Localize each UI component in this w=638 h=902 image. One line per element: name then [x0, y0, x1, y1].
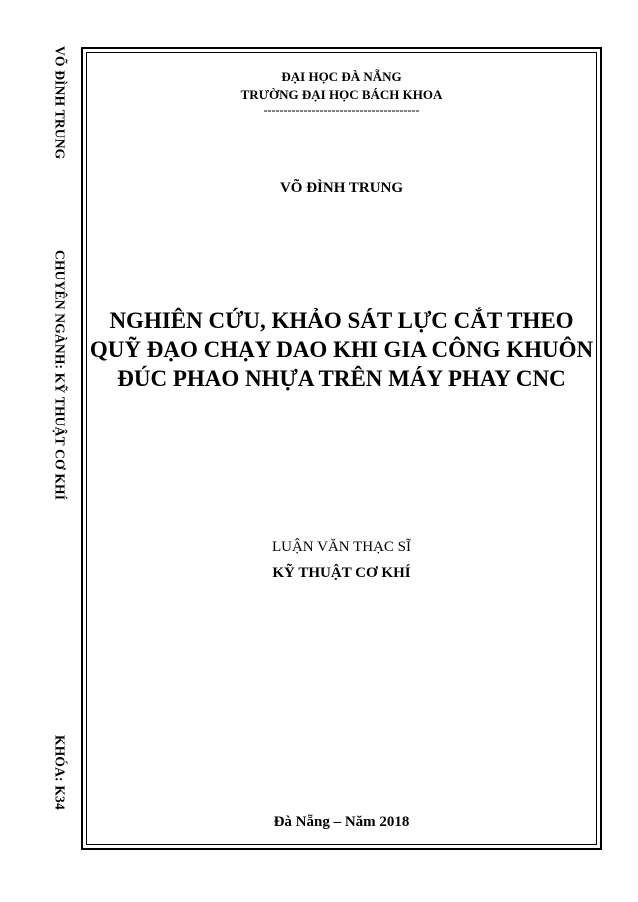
- thesis-title: [86, 306, 597, 393]
- title-line-2: QUỸ ĐẠO CHẠY DAO KHI GIA CÔNG KHUÔN: [89, 337, 594, 362]
- place-date: Đà Nẵng – Năm 2018: [273, 814, 410, 830]
- title-line-1: NGHIÊN CỨU, KHẢO SÁT LỰC CẮT THEO: [109, 308, 574, 333]
- spine-author: VÕ ĐÌNH TRUNG: [52, 46, 68, 160]
- spine-course: KHÓA: K34: [52, 735, 68, 810]
- school-name: TRƯỜNG ĐẠI HỌC BÁCH KHOA: [240, 87, 443, 102]
- degree-field: KỸ THUẬT CƠ KHÍ: [272, 565, 411, 581]
- inner-border: [86, 52, 597, 845]
- author-name: VÕ ĐÌNH TRUNG: [279, 180, 404, 196]
- spine-major: CHUYÊN NGÀNH: KỸ THUẬT CƠ KHÍ: [52, 250, 68, 501]
- university-name: ĐẠI HỌC ĐÀ NẴNG: [281, 69, 402, 84]
- header-divider: ---------------------------------------: [263, 103, 420, 117]
- title-line-3: ĐÚC PHAO NHỰA TRÊN MÁY PHAY CNC: [117, 366, 566, 391]
- degree-type: LUẬN VĂN THẠC SĨ: [271, 539, 412, 555]
